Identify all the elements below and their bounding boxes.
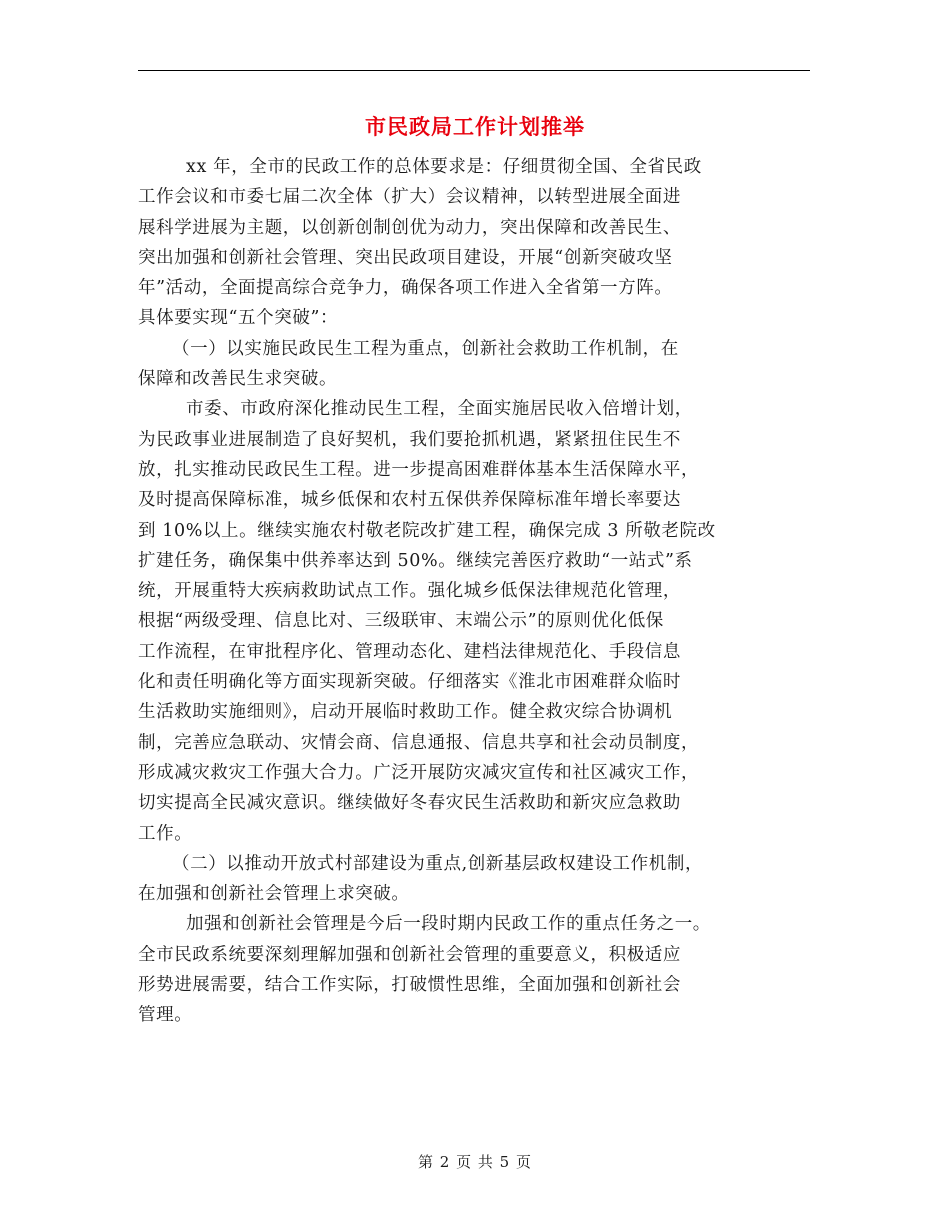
document-title: 市民政局工作计划推举: [365, 114, 585, 139]
text-line: 化和责任明确化等方面实现新突破。仔细落实《淮北市困难群众临时: [138, 672, 681, 693]
text-line: （一）以实施民政民生工程为重点，创新社会救助工作机制，在: [172, 338, 679, 359]
paragraph-section-two-body: [138, 909, 818, 1030]
document-body: [138, 152, 818, 1031]
text-line: 及时提高保障标准，城乡低保和农村五保供养保障标准年增长率要达: [138, 490, 681, 511]
text-line: 工作会议和市委七届二次全体（扩大）会议精神，以转型进展全面进: [138, 187, 681, 208]
text-line: 制，完善应急联动、灾情会商、信息通报、信息共享和社会动员制度，: [138, 732, 700, 753]
text-line: 市委、市政府深化推动民生工程，全面实施居民收入倍增计划，: [186, 399, 693, 420]
text-line: 在加强和创新社会管理上求突破。: [138, 884, 410, 905]
text-line: 根据“两级受理、信息比对、三级联审、末端公示”的原则优化低保: [138, 611, 664, 632]
text-line: 加强和创新社会管理是今后一段时期内民政工作的重点任务之一。: [186, 914, 711, 935]
text-line: 到 10%以上。继续实施农村敬老院改扩建工程，确保完成 3 所敬老院改: [138, 520, 716, 541]
text-line: 切实提高全民减灾意识。继续做好冬春灾民生活救助和新灾应急救助: [138, 793, 681, 814]
page-number: 第 2 页 共 5 页: [418, 1153, 532, 1171]
text-line: xx 年，全市的民政工作的总体要求是：仔细贯彻全国、全省民政: [186, 157, 702, 177]
paragraph-section-one-heading: [138, 334, 818, 395]
text-line: 突出加强和创新社会管理、突出民政项目建设，开展“创新突破攻坚: [138, 247, 673, 268]
text-line: 扩建任务，确保集中供养率达到 50%。继续完善医疗救助“一站式”系: [138, 550, 693, 571]
paragraph-section-one-body: [138, 394, 818, 848]
text-line: 全市民政系统要深刻理解加强和创新社会管理的重要意义，积极适应: [138, 944, 681, 965]
text-line: 放，扎实推动民政民生工程。进一步提高困难群体基本生活保障水平，: [138, 459, 700, 480]
text-line: 形势进展需要，结合工作实际，打破惯性思维，全面加强和创新社会: [138, 975, 681, 996]
text-line: 保障和改善民生求突破。: [138, 369, 338, 390]
text-line: 管理。: [138, 1005, 193, 1026]
text-line: 具体要实现“五个突破”：: [138, 308, 339, 329]
paragraph-section-two-heading: [138, 849, 818, 910]
text-line: 为民政事业进展制造了良好契机，我们要抢抓机遇，紧紧扭住民生不: [138, 429, 681, 450]
text-line: 形成减灾救灾工作强大合力。广泛开展防灾减灾宣传和社区减灾工作，: [138, 762, 700, 783]
text-line: 统，开展重特大疾病救助试点工作。强化城乡低保法律规范化管理，: [138, 581, 681, 602]
text-line: 生活救助实施细则》，启动开展临时救助工作。健全救灾综合协调机: [138, 702, 673, 723]
text-line: 工作流程，在审批程序化、管理动态化、建档法律规范化、手段信息: [138, 641, 681, 662]
paragraph-overview: [138, 152, 818, 334]
text-line: （二）以推动开放式村部建设为重点,创新基层政权建设工作机制，: [172, 853, 704, 874]
header-rule: [138, 70, 810, 71]
text-line: 年”活动，全面提高综合竞争力，确保各项工作进入全省第一方阵。: [138, 278, 673, 299]
text-line: 工作。: [138, 823, 193, 844]
text-line: 展科学进展为主题，以创新创制创优为动力，突出保障和改善民生、: [138, 217, 681, 238]
